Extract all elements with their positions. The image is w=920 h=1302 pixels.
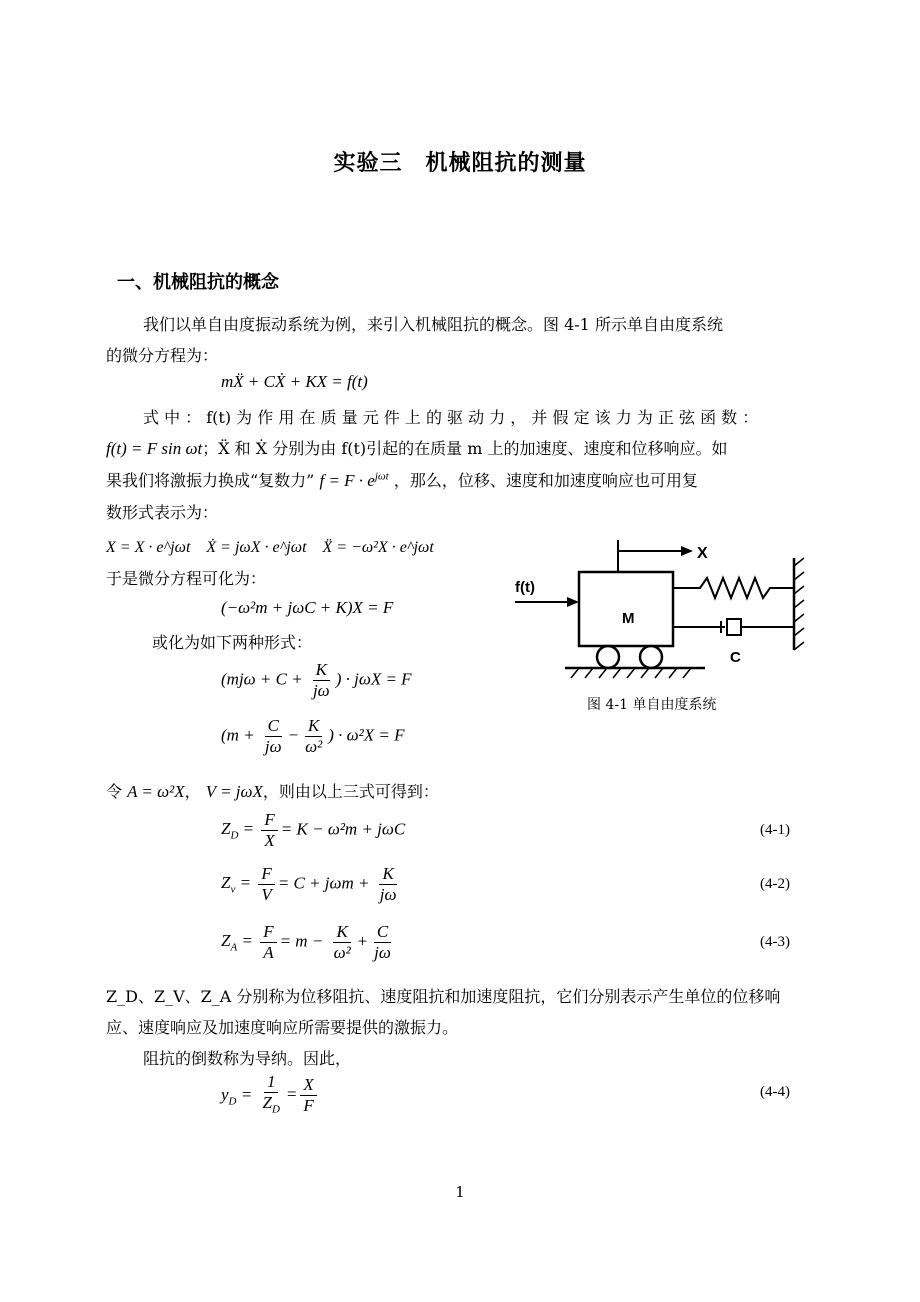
- paragraph-text: 果我们将激振力换成“复数力”: [106, 471, 315, 490]
- equation-number: (4-1): [760, 822, 790, 838]
- equation-number: (4-4): [760, 1084, 790, 1100]
- force-definition: f(t) = F sin ωt: [106, 439, 203, 458]
- paragraph-line: 数形式表示为：: [106, 503, 219, 522]
- complex-force-base: f = F · e: [319, 471, 375, 490]
- section-heading: 一、机械阻抗的概念: [117, 272, 279, 293]
- paragraph-text: ，那么，位移、速度和加速度响应也可用复: [393, 471, 698, 490]
- paragraph-text: ，则由以上三式可得到：: [262, 782, 439, 801]
- paragraph-line: [106, 436, 728, 459]
- equation-number: (4-2): [760, 876, 790, 892]
- velocity-definition: V = jωX: [205, 782, 263, 801]
- mass-block: [579, 572, 673, 646]
- paragraph-line: 的微分方程为：: [106, 346, 219, 365]
- equation-form2: (m + $\frac{C}{j\omega}$ − $\frac{K}{\text{ω²}}$ ) · ω²X = F: [221, 716, 405, 756]
- equation-complex: (−ω²m + jωC + K)X = F: [221, 598, 394, 617]
- wheel-right: [640, 646, 662, 668]
- ground-hatching: [571, 668, 691, 678]
- equation-motion: mẌ + CẊ + KX = f(t): [221, 372, 368, 391]
- complex-force-exponent: jωt: [374, 470, 389, 483]
- equation-4-2: $Z_v$ = $\frac{F}{V}$ = C + jωm + $\frac{K}{j\omega}$: [221, 864, 397, 904]
- paragraph-text: 令: [106, 782, 123, 801]
- x-arrow-head: [681, 546, 693, 556]
- paragraph-line: 阻抗的倒数称为导纳。因此，: [143, 1049, 352, 1068]
- paragraph-line: 我们以单自由度振动系统为例，来引入机械阻抗的概念。图 4-1 所示单自由度系统: [143, 315, 723, 334]
- paragraph-text: ；Ẍ 和 Ẋ 分别为由 f(t)引起的在质量 m 上的加速度、速度和位移响应。如: [202, 439, 728, 458]
- equation-number: (4-3): [760, 934, 790, 950]
- accel-definition: A = ω²X: [127, 782, 185, 801]
- label-x: X: [697, 545, 708, 562]
- page-number: 1: [455, 1183, 465, 1201]
- page-title: 实验三 机械阻抗的测量: [333, 150, 587, 176]
- spring: [673, 578, 794, 598]
- paragraph-line: Z_D、Z_V、Z_A 分别称为位移阻抗、速度阻抗和加速度阻抗，它们分别表示产生单位的位移响: [106, 987, 781, 1006]
- force-arrow-head: [567, 597, 579, 607]
- equation-4-1: $Z_D$ = $\frac{F}{X}$ = K − ω²m + jωC: [221, 810, 406, 850]
- damper-cylinder: [727, 619, 741, 635]
- label-ft: f(t): [515, 579, 535, 596]
- paragraph-line: 于是微分方程可化为：: [106, 569, 267, 588]
- complex-responses: X = X · e^jωt Ẋ = jωX · e^jωt Ẍ = −ω²X · e^jωt: [106, 539, 434, 556]
- paragraph-line: 令 A = ω²X， V = jωX，则由以上三式可得到：: [106, 782, 439, 801]
- equation-4-3: $Z_A$ = $\frac{F}{A}$ = m − $\frac{K}{\text{ω²}}$ + $\frac{C}{j\omega}$: [221, 922, 391, 962]
- paragraph-line: 式 中 ： f(t) 为 作 用 在 质 量 元 件 上 的 驱 动 力 ， 并 假 定 该 力 为 正 弦 函 数 ：: [143, 408, 759, 427]
- figure-sdof-system: [505, 530, 815, 690]
- wheel-left: [597, 646, 619, 668]
- equation-4-4: $y_D$ = $\frac{1}{Z_D}$ = $\frac{X}{F}$: [221, 1072, 320, 1119]
- paragraph-line: 或化为如下两种形式：: [152, 633, 313, 652]
- wall-hatching: [794, 558, 804, 650]
- label-c: C: [730, 649, 741, 666]
- paragraph-line: 应、速度响应及加速度响应所需要提供的激振力。: [106, 1018, 459, 1037]
- equation-form1: (mjω + C + $\frac{K}{j\omega}$ ) · jωX = F: [221, 660, 412, 700]
- complex-force: [319, 471, 388, 490]
- paragraph-line: [106, 468, 698, 491]
- label-m: M: [622, 610, 635, 627]
- figure-caption: 图 4-1 单自由度系统: [587, 697, 717, 713]
